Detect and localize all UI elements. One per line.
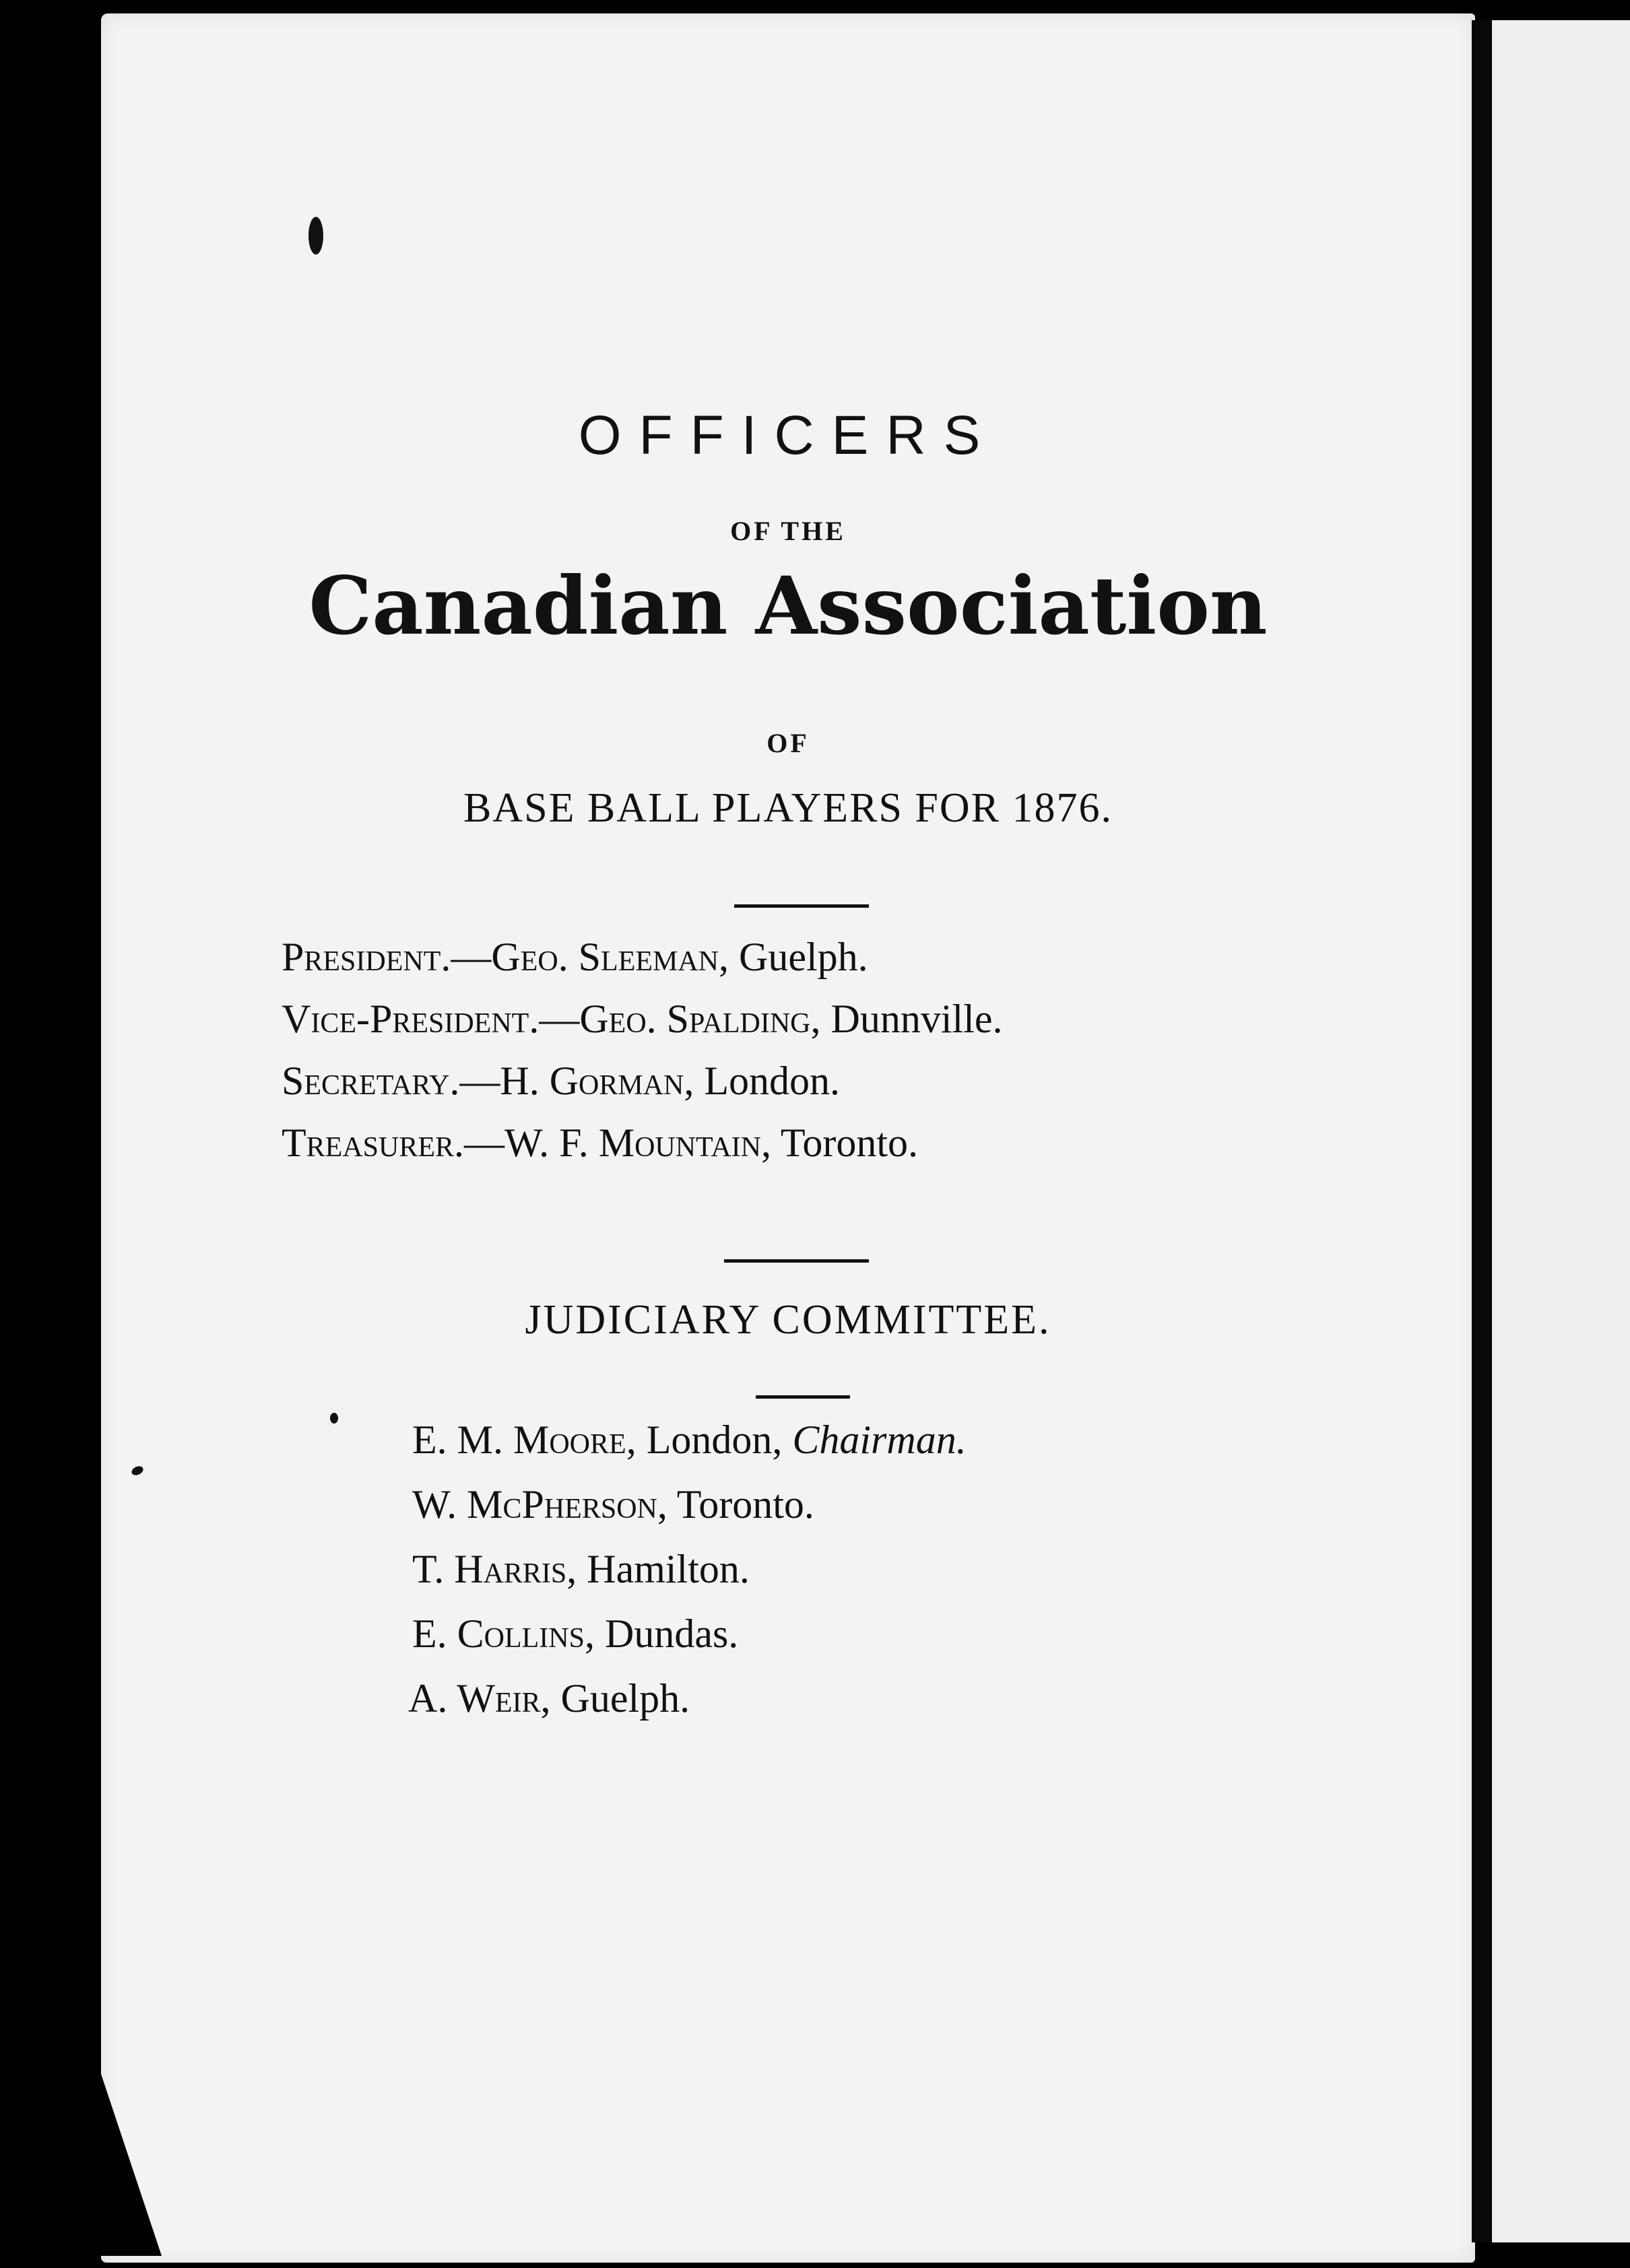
officer-name: Geo. Spalding <box>579 997 811 1041</box>
officer-separator: — <box>451 935 492 979</box>
member-place: , Toronto. <box>657 1482 814 1527</box>
member-row <box>412 1601 967 1666</box>
member-row <box>412 1407 967 1472</box>
committee-title: JUDICIARY COMMITTEE. <box>525 1297 1051 1343</box>
divider-rule <box>734 904 869 908</box>
member-name: W. McPherson <box>412 1482 657 1527</box>
member-row <box>412 1472 967 1537</box>
officer-name: W. F. Mountain <box>504 1121 762 1165</box>
subtitle: BASE BALL PLAYERS FOR 1876. <box>463 785 1113 831</box>
officer-row <box>282 1112 1002 1174</box>
ink-speck-mark <box>330 1413 338 1424</box>
divider-rule <box>724 1259 869 1263</box>
member-place: , Guelph. <box>540 1676 690 1721</box>
officer-place: , Guelph. <box>719 935 868 979</box>
officer-place: , Toronto. <box>761 1121 919 1165</box>
member-place: , Hamilton. <box>566 1547 750 1591</box>
member-place: , Dundas. <box>585 1611 739 1656</box>
divider-rule <box>756 1395 850 1399</box>
member-role: Chairman. <box>792 1418 967 1462</box>
officer-name: Geo. Sleeman <box>491 935 719 979</box>
officers-list <box>282 926 1002 1174</box>
officer-row <box>282 926 1002 988</box>
officer-place: , Dunnville. <box>810 997 1003 1041</box>
association-name: Canadian Association <box>308 559 1268 653</box>
torn-page-corner <box>101 2074 162 2256</box>
officer-title: Vice-President. <box>282 997 540 1041</box>
officer-place: , London. <box>684 1059 841 1103</box>
officer-row <box>282 1050 1002 1112</box>
facing-page-edge <box>1492 20 1630 2242</box>
of-the-label: OF THE <box>730 516 846 546</box>
officer-separator: — <box>459 1059 500 1103</box>
book-spine <box>1472 20 1491 2242</box>
officer-separator: — <box>464 1121 505 1165</box>
officer-name: H. Gorman <box>500 1059 684 1103</box>
officers-heading: OFFICERS <box>578 405 998 466</box>
member-name: T. Harris <box>412 1547 567 1591</box>
member-name: A. Weir <box>408 1676 541 1721</box>
member-place: , London, <box>626 1418 793 1462</box>
officer-title: Secretary. <box>282 1059 460 1103</box>
member-row <box>412 1537 967 1601</box>
officer-title: President. <box>282 935 451 979</box>
officer-title: Treasurer. <box>282 1121 465 1165</box>
officer-row <box>282 988 1002 1050</box>
committee-members-list <box>408 1407 967 1731</box>
member-row <box>408 1666 967 1731</box>
ink-blot-mark <box>308 217 323 255</box>
member-name: E. Collins <box>412 1611 585 1656</box>
officer-separator: — <box>539 997 580 1041</box>
of-label: OF <box>767 728 810 758</box>
member-name: E. M. Moore <box>412 1418 626 1462</box>
